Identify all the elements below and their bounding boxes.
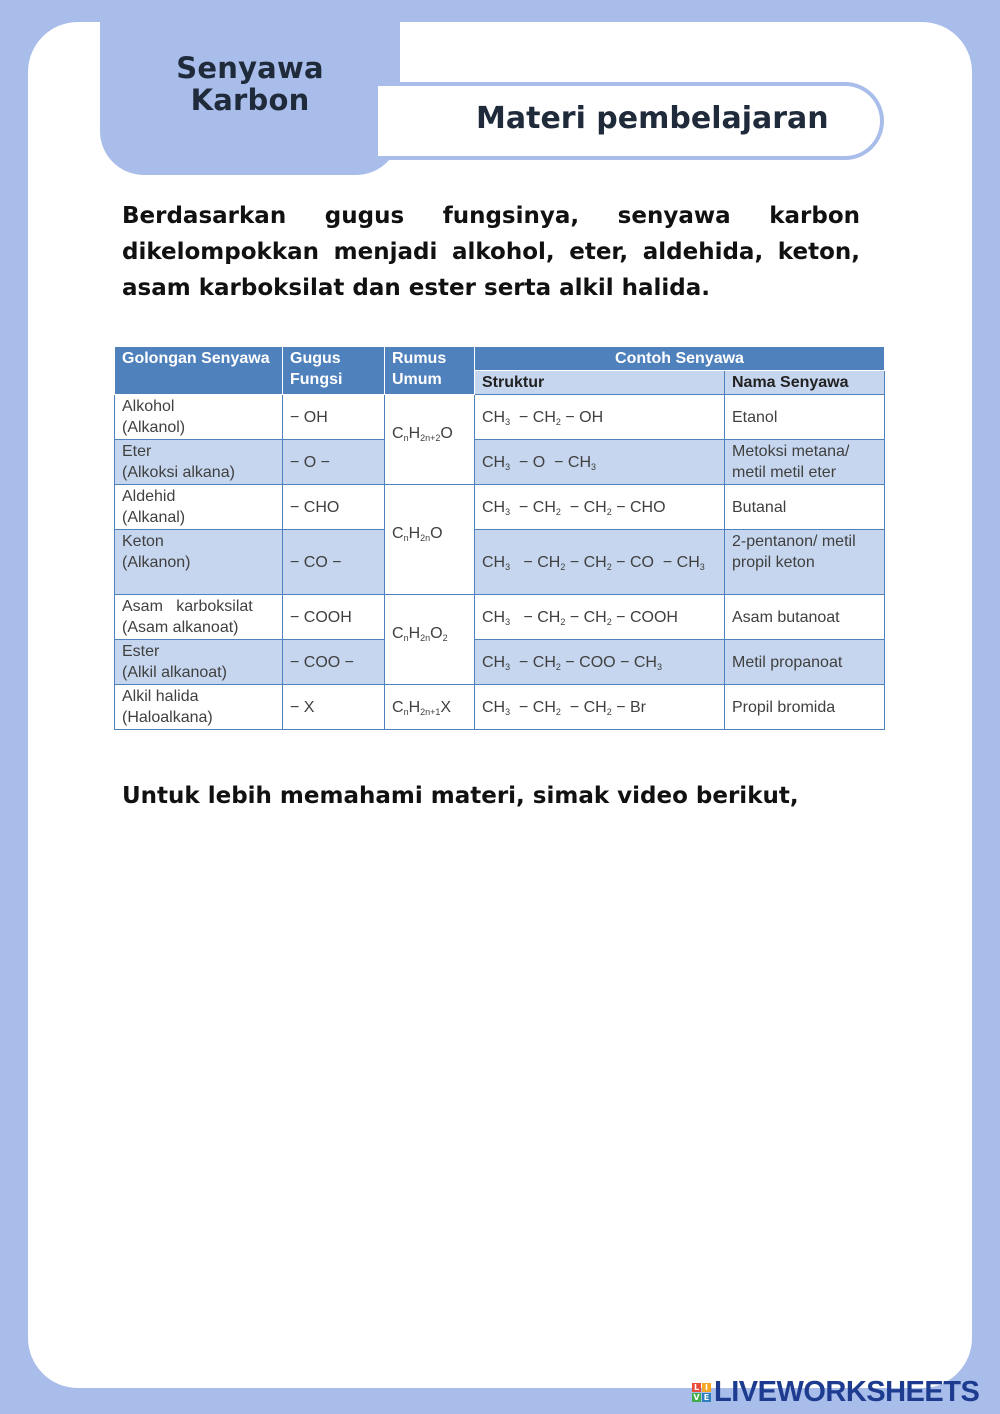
table-row: [115, 640, 885, 685]
header-rumus: Rumus Umum: [385, 347, 475, 395]
table-row: [115, 440, 885, 485]
logo-tile: E: [703, 1393, 710, 1402]
video-prompt: Untuk lebih memahami materi, simak video berikut,: [122, 783, 799, 809]
table-row: [115, 595, 885, 640]
golongan-cell: Aldehid (Alkanal): [115, 485, 283, 530]
brand-name: LIVEWORKSHEETS: [714, 1376, 980, 1408]
table-row: [115, 685, 885, 730]
gugus-cell: − CO −: [283, 530, 385, 595]
struktur-cell: $CH_3 - CH_2$ − COO − $CH_3$: [475, 640, 725, 685]
golongan-cell: Ester (Alkil alkanoat): [115, 640, 283, 685]
struktur-cell: $CH_3 - CH_2$ − OH: [475, 395, 725, 440]
header-golongan: Golongan Senyawa: [115, 347, 283, 395]
logo-tile: I: [702, 1383, 711, 1392]
section-title: Materi pembelajaran: [476, 101, 829, 136]
nama-cell: Propil bromida: [725, 685, 885, 730]
struktur-cell: $CH_3 - CH_2 - CH_2$ − CO − $CH_3$: [475, 530, 725, 595]
topic-title-line1: Senyawa: [176, 50, 324, 85]
rumus-cell: $C_nH_{2n}O$: [385, 485, 475, 595]
gugus-cell: − X: [283, 685, 385, 730]
nama-cell: Butanal: [725, 485, 885, 530]
gugus-cell: − COOH: [283, 595, 385, 640]
nama-cell: Metil propanoat: [725, 640, 885, 685]
header-contoh: Contoh Senyawa: [475, 347, 885, 371]
struktur-cell: $CH_3 - CH_2 - CH_2$ − COOH: [475, 595, 725, 640]
nama-cell: Asam butanoat: [725, 595, 885, 640]
golongan-cell: Alkohol (Alkanol): [115, 395, 283, 440]
table-row: [115, 485, 885, 530]
logo-tile: V: [693, 1393, 700, 1402]
liveworksheets-brand[interactable]: [692, 1376, 979, 1409]
gugus-cell: − COO −: [283, 640, 385, 685]
golongan-cell: Eter (Alkoksi alkana): [115, 440, 283, 485]
section-banner: [378, 82, 884, 160]
topic-tab: [100, 22, 400, 175]
nama-cell: Metoksi metana/ metil metil eter: [725, 440, 885, 485]
rumus-cell: $C_nH_{2n+1}X$: [385, 685, 475, 730]
header-nama: Nama Senyawa: [725, 371, 885, 395]
gugus-cell: − OH: [283, 395, 385, 440]
golongan-cell: Alkil halida (Haloalkana): [115, 685, 283, 730]
nama-cell: 2-pentanon/ metil propil keton: [725, 530, 885, 595]
liveworksheets-logo-icon: [692, 1383, 711, 1402]
gugus-cell: − CHO: [283, 485, 385, 530]
struktur-cell: $CH_3 - CH_2 - CH_2 - Br$: [475, 685, 725, 730]
table-row: [115, 395, 885, 440]
table-row: [115, 530, 885, 595]
intro-paragraph: Berdasarkan gugus fungsinya, senyawa karbon dikelompokkan menjadi alkohol, eter, aldehida, keton, asam karboksilat dan ester serta alkil halida.: [122, 203, 860, 301]
nama-cell: Etanol: [725, 395, 885, 440]
header-struktur: Struktur: [475, 371, 725, 395]
functional-group-table: [114, 346, 885, 730]
topic-title-line2: Karbon: [190, 82, 310, 117]
rumus-cell: $C_nH_{2n}O_2$: [385, 595, 475, 685]
struktur-cell: $CH_3 - O - CH_3$: [475, 440, 725, 485]
gugus-cell: − O −: [283, 440, 385, 485]
rumus-cell: $C_nH_{2n+2}O$: [385, 395, 475, 485]
header-gugus: Gugus Fungsi: [283, 347, 385, 395]
golongan-cell: Keton (Alkanon): [115, 530, 283, 595]
logo-tile: L: [693, 1383, 700, 1392]
struktur-cell: $CH_3 - CH_2 - CH_2$ − CHO: [475, 485, 725, 530]
golongan-cell: Asam karboksilat (Asam alkanoat): [115, 595, 283, 640]
